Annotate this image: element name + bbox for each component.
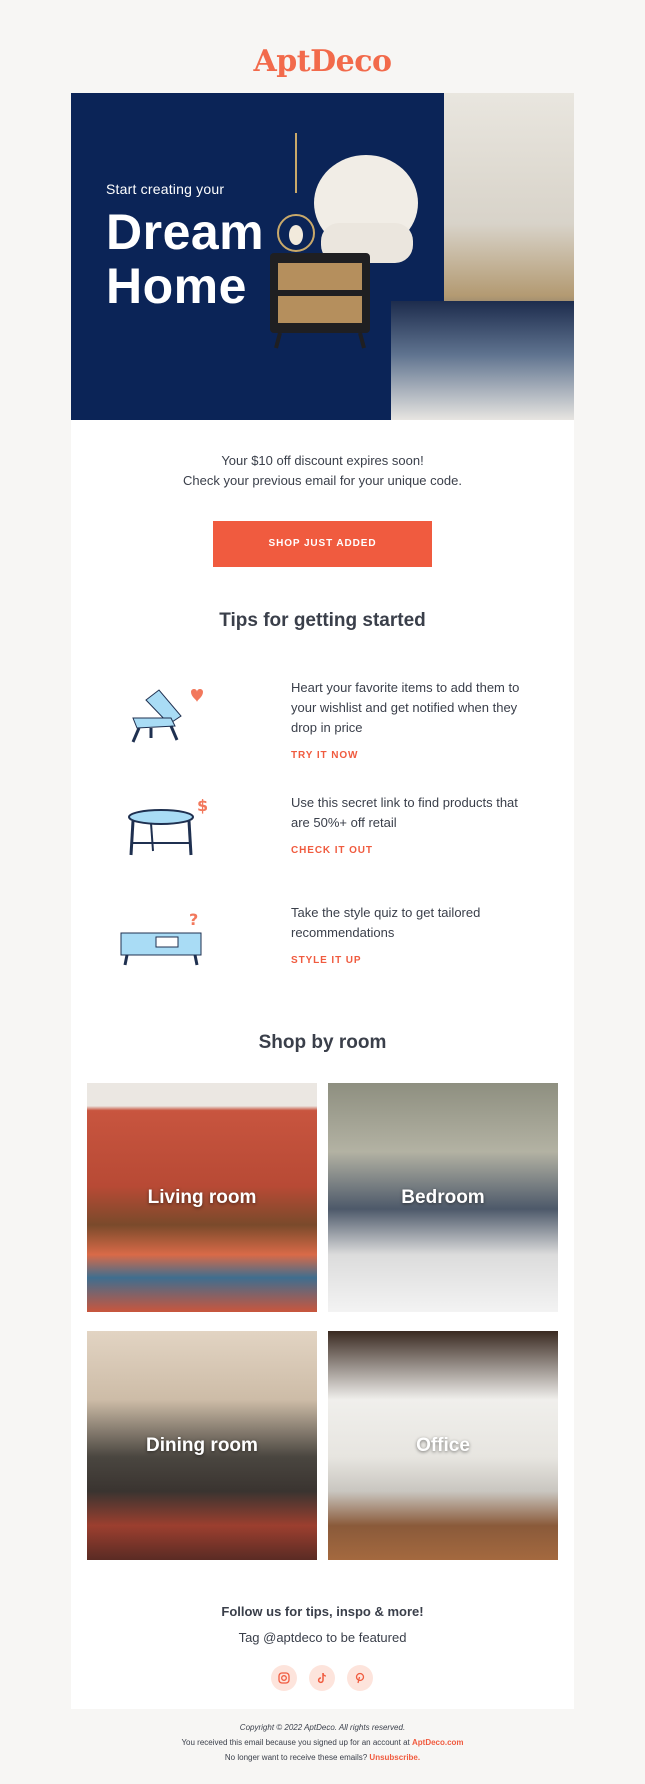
footer-reason — [0, 1735, 645, 1750]
office-tile[interactable] — [328, 1331, 558, 1560]
discount-message — [71, 451, 574, 491]
brand-logo[interactable]: AptDeco — [253, 44, 392, 79]
copyright: Copyright © 2022 AptDeco. All rights reserved. — [239, 1723, 406, 1732]
instagram-icon[interactable] — [271, 1665, 297, 1691]
footer-unsubscribe — [0, 1750, 645, 1765]
hero-title-line2: Home — [106, 258, 247, 314]
console-question-icon — [111, 903, 221, 973]
shop-just-added-button[interactable]: SHOP JUST ADDED — [213, 521, 432, 567]
try-it-now-link[interactable]: TRY IT NOW — [291, 750, 359, 761]
rooms-title: Shop by room — [258, 1032, 387, 1053]
svg-text:?: ? — [189, 910, 199, 929]
living-room-tile[interactable] — [87, 1083, 317, 1312]
tile-label: Dining room — [146, 1434, 258, 1456]
footer-reason-text: You received this email because you signed up for an account at — [181, 1738, 410, 1747]
tile-label: Living room — [147, 1186, 257, 1208]
tiktok-icon[interactable] — [309, 1665, 335, 1691]
tips-title: Tips for getting started — [219, 610, 426, 631]
tip-description: Use this secret link to find products that are 50%+ off retail — [291, 795, 518, 830]
tip-description: Take the style quiz to get tailored recommendations — [291, 905, 481, 940]
tip-text — [291, 678, 531, 766]
hero-banner[interactable] — [71, 93, 574, 420]
email-footer — [0, 1720, 645, 1765]
dining-room-tile[interactable] — [87, 1331, 317, 1560]
hero-title — [106, 205, 264, 313]
tip-text — [291, 793, 531, 861]
hero-subtitle: Start creating your — [106, 181, 225, 197]
unsubscribe-link[interactable]: Unsubscribe. — [369, 1753, 421, 1762]
hero-furniture-collage — [266, 133, 436, 383]
follow-tag: Tag @aptdeco to be featured — [238, 1630, 407, 1645]
pinterest-icon[interactable] — [347, 1665, 373, 1691]
hero-title-line1: Dream — [106, 204, 265, 260]
table-dollar-icon — [111, 793, 221, 863]
unsubscribe-prompt: No longer want to receive these emails? — [224, 1753, 368, 1762]
tip-description: Heart your favorite items to add them to your wishlist and get notified when they drop in price — [291, 680, 520, 735]
tip-text — [291, 903, 531, 971]
tile-label: Bedroom — [401, 1186, 485, 1208]
bedroom-tile[interactable] — [328, 1083, 558, 1312]
check-it-out-link[interactable]: CHECK IT OUT — [291, 845, 373, 856]
discount-line1: Your $10 off discount expires soon! — [221, 453, 424, 468]
svg-text:$: $ — [197, 796, 209, 815]
aptdeco-site-link[interactable]: AptDeco.com — [411, 1738, 464, 1747]
tile-label: Office — [416, 1434, 470, 1456]
discount-line2: Check your previous email for your unique code. — [183, 473, 462, 488]
style-it-up-link[interactable]: STYLE IT UP — [291, 955, 362, 966]
email-card — [71, 93, 574, 1709]
chair-heart-icon — [111, 678, 221, 748]
follow-title: Follow us for tips, inspo & more! — [221, 1604, 424, 1619]
